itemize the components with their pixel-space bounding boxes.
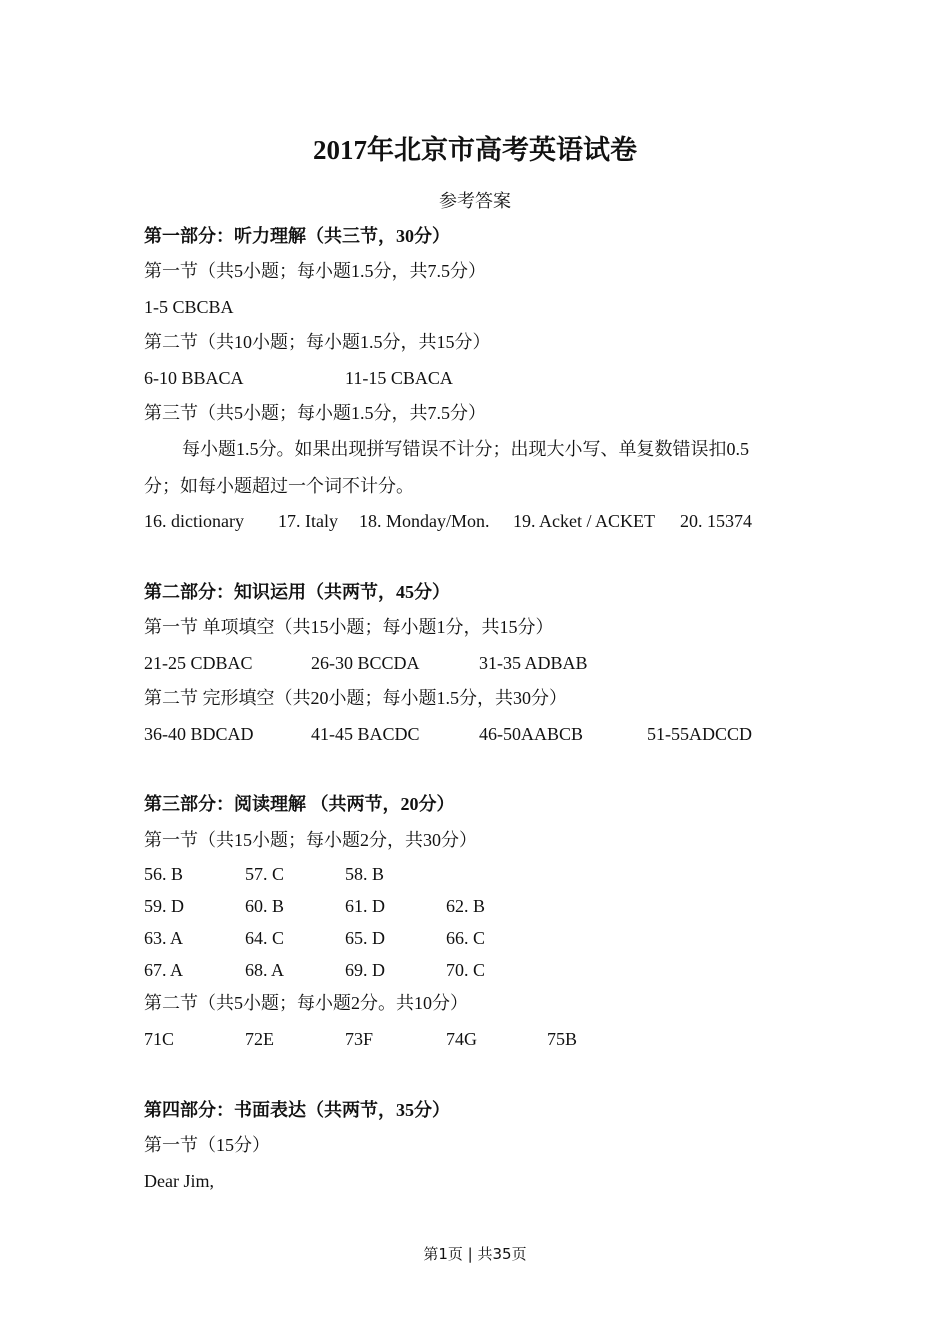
answer-item: 71C: [144, 1029, 175, 1049]
part3-answer-row: [144, 926, 844, 950]
answer-group: 6-10 BBACA: [144, 368, 244, 388]
part3-heading: 第三部分：阅读理解 （共两节，20分）: [144, 794, 455, 814]
part3-answer-row: [144, 862, 844, 886]
answer-item: 74G: [446, 1029, 477, 1049]
part1-section1-heading: 第一节（共5小题；每小题1.5分，共7.5分）: [144, 261, 486, 281]
answer-group: 36-40 BDCAD: [144, 724, 254, 744]
answer-item: 62. B: [446, 896, 486, 916]
part1-section1-answers: 1-5 CBCBA: [144, 297, 234, 317]
answer-item: 60. B: [245, 896, 285, 916]
answer-group: 51-55ADCCD: [647, 724, 753, 744]
part3-section2-answers: [144, 1027, 844, 1051]
answer-item: 70. C: [446, 960, 486, 980]
answer-item: 69. D: [345, 960, 385, 980]
answer-item: 61. D: [345, 896, 385, 916]
answer-item: 59. D: [144, 896, 184, 916]
answer-group: 46-50AABCB: [479, 724, 584, 744]
answer-item: 68. A: [245, 960, 285, 980]
answer-group: 41-45 BACDC: [311, 724, 420, 744]
part1-section3-note-line1: 每小题1.5分。如果出现拼写错误不计分；出现大小写、单复数错误扣0.5: [182, 439, 749, 459]
part2-heading: 第二部分：知识运用（共两节，45分）: [144, 582, 450, 602]
answer-item: 18. Monday/Mon.: [359, 511, 490, 531]
part2-section1-answers: [144, 651, 844, 675]
answer-group: 11-15 CBACA: [345, 368, 453, 388]
part3-section2-heading: 第二节（共5小题；每小题2分。共10分）: [144, 993, 468, 1013]
part3-answer-row: [144, 894, 844, 918]
part3-answer-row: [144, 958, 844, 982]
part4-section1-heading: 第一节（15分）: [144, 1135, 270, 1155]
answer-item: 73F: [345, 1029, 374, 1049]
answer-item: 65. D: [345, 928, 385, 948]
answer-item: 57. C: [245, 864, 285, 884]
part1-section3-answers: [144, 509, 844, 533]
part3-section1-heading: 第一节（共15小题；每小题2分，共30分）: [144, 830, 477, 850]
part1-section2-answers: [144, 366, 844, 390]
part4-heading: 第四部分：书面表达（共两节，35分）: [144, 1100, 450, 1120]
part1-section3-note-line2: 分；如每小题超过一个词不计分。: [144, 476, 414, 496]
answer-item: 19. Acket / ACKET: [513, 511, 655, 531]
part1-section3-heading: 第三节（共5小题；每小题1.5分，共7.5分）: [144, 403, 486, 423]
part2-section2-answers: [144, 722, 844, 746]
answer-item: 63. A: [144, 928, 184, 948]
page-subtitle: 参考答案: [439, 191, 511, 211]
answer-group: 31-35 ADBAB: [479, 653, 588, 673]
answer-item: 72E: [245, 1029, 274, 1049]
answer-item: 56. B: [144, 864, 184, 884]
part2-section1-heading: 第一节 单项填空（共15小题；每小题1分，共15分）: [144, 617, 554, 637]
part1-section2-heading: 第二节（共10小题；每小题1.5分，共15分）: [144, 332, 491, 352]
answer-group: 21-25 CDBAC: [144, 653, 253, 673]
answer-group: 26-30 BCCDA: [311, 653, 420, 673]
part1-heading: 第一部分：听力理解（共三节，30分）: [144, 226, 450, 246]
letter-salutation: Dear Jim,: [144, 1171, 214, 1191]
page-footer: 第1页 | 共35页: [423, 1245, 527, 1263]
answer-item: 58. B: [345, 864, 385, 884]
part2-section2-heading: 第二节 完形填空（共20小题；每小题1.5分，共30分）: [144, 688, 567, 708]
answer-item: 20. 15374: [680, 511, 752, 531]
answer-item: 67. A: [144, 960, 184, 980]
page-title: 2017年北京市高考英语试卷: [313, 135, 637, 165]
answer-item: 16. dictionary: [144, 511, 244, 531]
answer-item: 17. Italy: [278, 511, 338, 531]
answer-item: 64. C: [245, 928, 285, 948]
answer-item: 75B: [547, 1029, 578, 1049]
answer-item: 66. C: [446, 928, 486, 948]
